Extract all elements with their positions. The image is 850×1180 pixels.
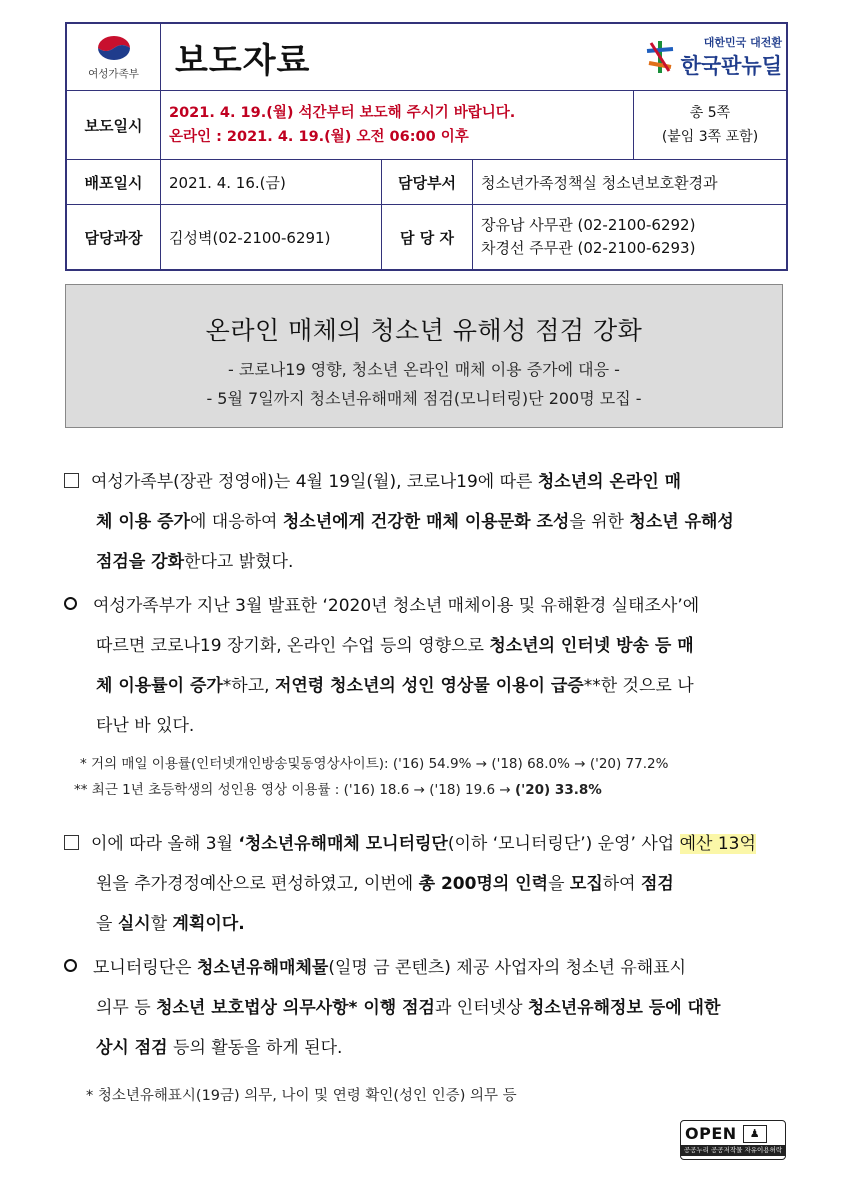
open-label: OPEN xyxy=(685,1124,737,1143)
p3-text: 할 xyxy=(150,914,173,934)
p3-bold: 실시 xyxy=(117,914,151,934)
square-bullet-icon xyxy=(64,473,79,488)
page-count-total: 총 5쪽 xyxy=(689,105,731,121)
footnote-2 xyxy=(74,778,602,798)
ministry-name: 여성가족부 xyxy=(88,67,139,80)
p4-text: 의무 등 xyxy=(96,998,157,1018)
page-count xyxy=(633,91,786,159)
dept-value: 청소년가족정책실 청소년보호환경과 xyxy=(472,160,786,204)
circle-bullet-icon xyxy=(64,597,77,610)
p1-bold: 점검을 강화 xyxy=(96,552,185,572)
p2-bold: 청소년의 인터넷 방송 등 매 xyxy=(489,636,694,656)
p3-bold: 점검 xyxy=(641,874,674,894)
p4-bold: 상시 점검 xyxy=(96,1038,168,1058)
manager-value: 김성벽(02-2100-6291) xyxy=(160,205,381,269)
page-title: 온라인 매체의 청소년 유해성 점검 강화 xyxy=(205,316,643,345)
p2-bold: 저연령 청소년의 성인 영상물 이용이 급증 xyxy=(274,676,584,696)
staff-line1: 장유남 사무관 (02-2100-6292) xyxy=(481,216,696,234)
footnote-1: * 거의 매일 이용률(인터넷개인방송및동영상사이트): ('16) 54.9% → ('18) 68.0% → ('20) 77.2% xyxy=(80,756,669,772)
release-info xyxy=(160,91,633,159)
p3-text: 이에 따라 올해 3월 xyxy=(91,834,239,854)
dept-label: 담당부서 xyxy=(381,160,472,204)
staff-label: 담 당 자 xyxy=(381,205,472,269)
p4-text: 등의 활동을 하게 된다. xyxy=(173,1038,343,1058)
release-label: 보도일시 xyxy=(84,116,143,135)
p4-bold: 청소년유해정보 등에 대한 xyxy=(527,998,721,1018)
p1-text: 여성가족부(장관 정영애)는 4월 19일(월), 코로나19에 따른 xyxy=(91,472,538,492)
p2-text: **한 것으로 나 xyxy=(583,676,694,696)
p1-bold: 청소년에게 건강한 매체 이용문화 조성 xyxy=(282,512,570,532)
p3-bold: 계획이다. xyxy=(172,914,245,934)
footnote-2-bold: ('20) 33.8% xyxy=(514,782,602,798)
newdeal-icon xyxy=(643,37,677,77)
p3-text: 을 xyxy=(96,914,118,934)
p2-bold: 체 이용률이 증가 xyxy=(96,676,223,696)
p2-text: 따르면 코로나19 장기화, 온라인 수업 등의 영향으로 xyxy=(96,636,490,656)
newdeal-tagline: 대한민국 대전환 xyxy=(703,36,782,49)
p1-bold: 청소년의 온라인 매 xyxy=(537,472,682,492)
p3-bold: 총 200명의 인력 xyxy=(418,874,549,894)
p1-text: 한다고 밝혔다. xyxy=(184,552,294,572)
newdeal-logo xyxy=(636,24,786,90)
p4-bold: 청소년 보호법상 의무사항* 이행 점검 xyxy=(156,998,435,1018)
p2-text: 여성가족부가 지난 3월 발표한 ‘2020년 청소년 매체이용 및 유해환경 실태조사’에 xyxy=(93,596,700,616)
paragraph-4 xyxy=(64,948,794,1068)
p3-bold: 모집 xyxy=(569,874,603,894)
subtitle-1: - 코로나19 영향, 청소년 온라인 매체 이용 증가에 대응 - xyxy=(228,360,620,379)
paragraph-3 xyxy=(64,824,794,944)
distribute-value: 2021. 4. 16.(금) xyxy=(160,160,381,204)
manager-label: 담당과장 xyxy=(84,228,143,247)
p4-bold: 청소년유해매체물 xyxy=(196,958,329,978)
open-sub: 공공누리 공공저작물 자유이용허락 xyxy=(681,1145,785,1156)
p3-bold: ‘청소년유해매체 모니터링단 xyxy=(238,834,448,854)
paragraph-2 xyxy=(64,586,794,746)
p4-text: 모니터링단은 xyxy=(93,958,197,978)
footnote-2-text: ** 최근 1년 초등학생의 성인용 영상 이용률 : ('16) 18.6 → ('18) 19.6 → xyxy=(74,782,515,798)
attribution-icon: ♟ xyxy=(743,1125,767,1143)
p1-bold: 청소년 유해성 xyxy=(629,512,734,532)
ministry-logo xyxy=(67,24,160,90)
footnote-3: * 청소년유해표시(19금) 의무, 나이 및 연령 확인(성인 인증) 의무 등 xyxy=(86,1088,517,1104)
staff-value xyxy=(472,205,786,269)
p1-bold: 체 이용 증가 xyxy=(96,512,190,532)
distribute-label: 배포일시 xyxy=(84,173,143,192)
taegeuk-icon xyxy=(94,34,134,64)
doc-type: 보도자료 xyxy=(160,24,636,90)
p1-text: 을 위한 xyxy=(569,512,630,532)
p3-text: (이하 ‘모니터링단’) 운영’ 사업 xyxy=(447,834,680,854)
staff-line2: 차경선 주무관 (02-2100-6293) xyxy=(481,239,696,257)
kogl-open-badge xyxy=(680,1120,786,1160)
p3-text: 원을 추가경정예산으로 편성하였고, 이번에 xyxy=(96,874,419,894)
subtitle-2: - 5월 7일까지 청소년유해매체 점검(모니터링)단 200명 모집 - xyxy=(206,389,642,408)
paragraph-1 xyxy=(64,462,794,582)
p4-text: 과 인터넷상 xyxy=(434,998,528,1018)
square-bullet-icon xyxy=(64,835,79,850)
p2-text: 타난 바 있다. xyxy=(96,716,195,736)
circle-bullet-icon xyxy=(64,959,77,972)
p4-text: (일명 금 콘텐츠) 제공 사업자의 청소년 유해표시 xyxy=(328,958,687,978)
p1-text: 에 대응하여 xyxy=(189,512,283,532)
newdeal-name: 한국판뉴딜 xyxy=(680,54,782,78)
p3-text: 하여 xyxy=(602,874,641,894)
p3-text: 을 xyxy=(548,874,570,894)
release-line1: 2021. 4. 19.(월) 석간부터 보도해 주시기 바랍니다. xyxy=(169,105,516,121)
release-line2: 온라인 : 2021. 4. 19.(월) 오전 06:00 이후 xyxy=(169,129,469,145)
title-box xyxy=(65,284,783,428)
page-count-attach: (붙임 3쪽 포함) xyxy=(661,129,759,145)
p3-highlight: 예산 13억 xyxy=(679,834,756,854)
p2-text: *하고, xyxy=(222,676,275,696)
header-table xyxy=(65,22,788,271)
